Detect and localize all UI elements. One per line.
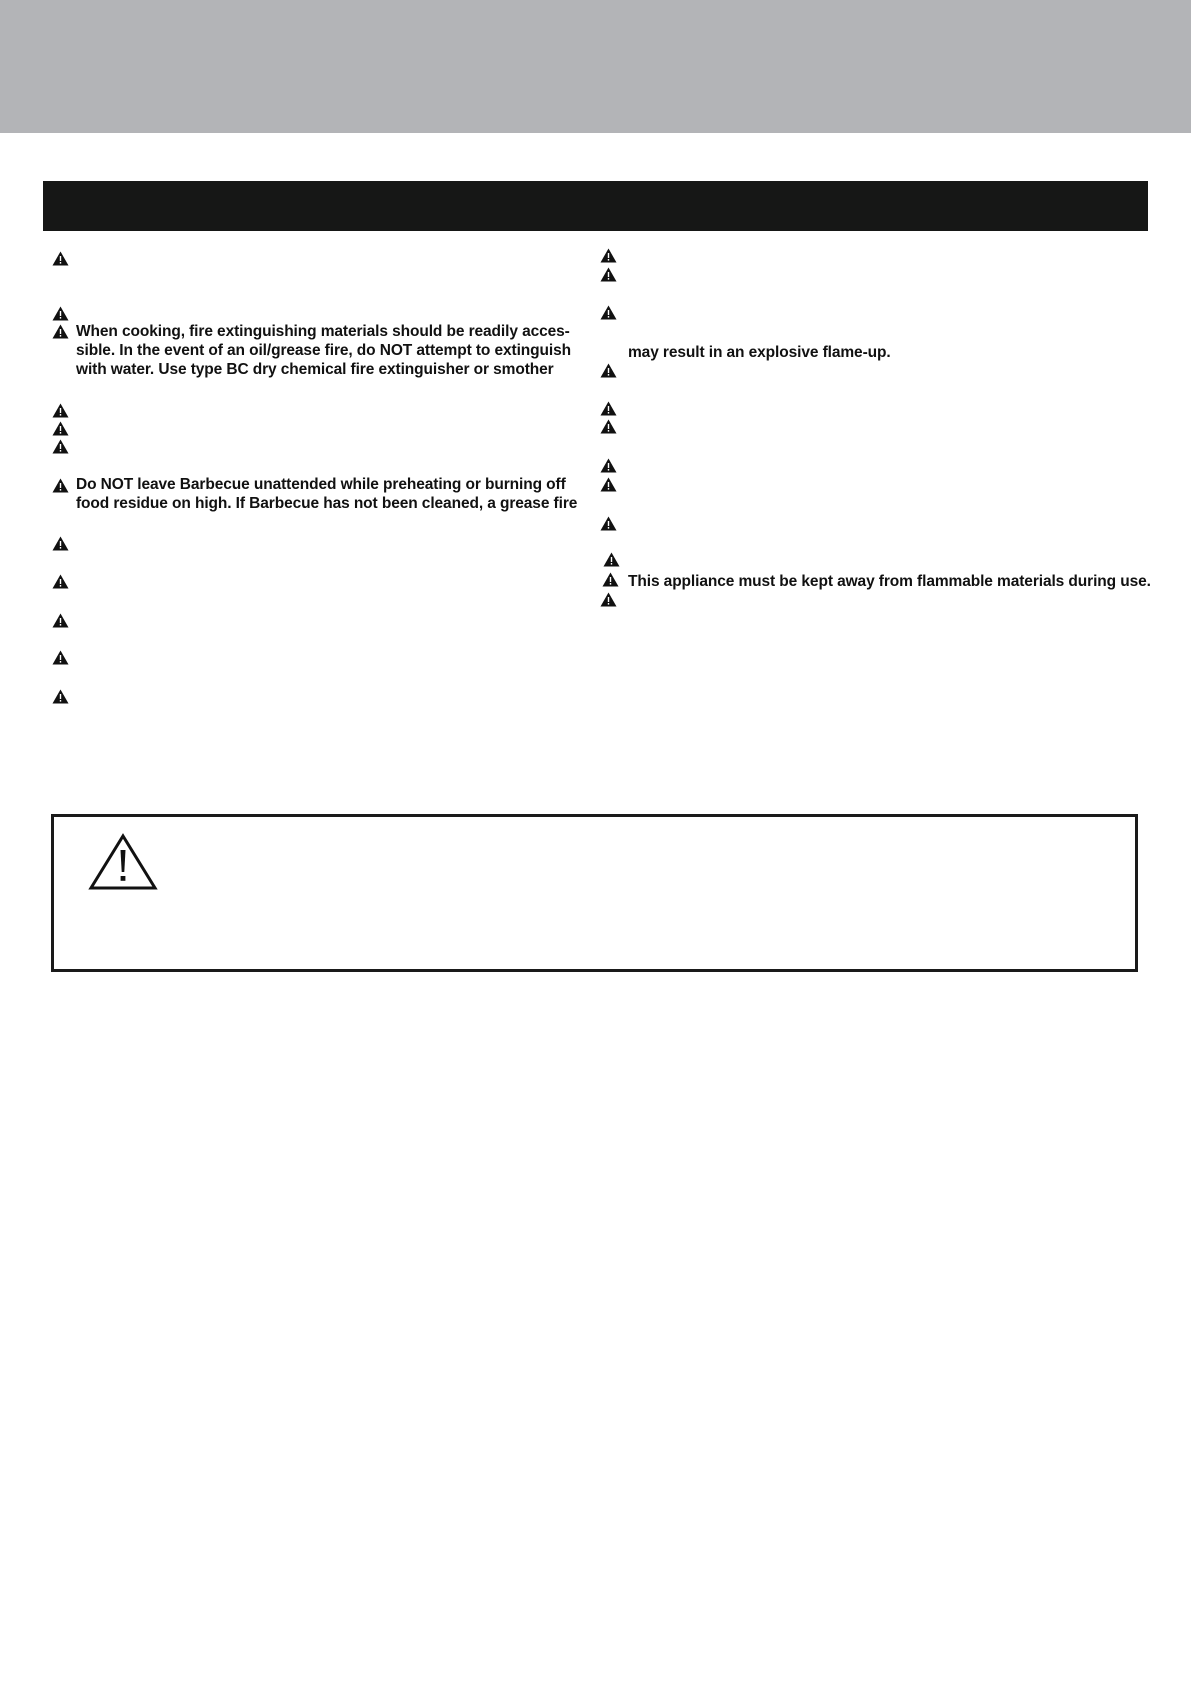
header-band [0, 0, 1191, 133]
warning-triangle-icon [52, 251, 69, 266]
warning-triangle-icon [52, 403, 69, 418]
warning-triangle-icon [602, 572, 619, 587]
left-item-7-line-2: food residue on high. If Barbecue has not been cleaned, a grease fire [76, 495, 578, 512]
warning-triangle-icon [52, 324, 69, 339]
warning-triangle-icon [52, 306, 69, 321]
warning-triangle-icon [600, 305, 617, 320]
warning-triangle-icon [603, 552, 620, 567]
warning-triangle-icon [600, 363, 617, 378]
warning-triangle-icon [600, 248, 617, 263]
left-item-7-line-1: Do NOT leave Barbecue unattended while preheating or burning off [76, 476, 566, 493]
warning-triangle-icon [600, 592, 617, 607]
caution-notice-box [51, 814, 1138, 972]
warning-triangle-icon [52, 613, 69, 628]
warning-outline-icon [88, 833, 158, 891]
warning-triangle-icon [52, 478, 69, 493]
warning-triangle-icon [600, 267, 617, 282]
warning-triangle-icon [52, 536, 69, 551]
warning-triangle-icon [600, 419, 617, 434]
warning-triangle-icon [52, 574, 69, 589]
right-item-12-line: This appliance must be kept away from flammable materials during use. [628, 573, 1151, 590]
warning-triangle-icon [52, 439, 69, 454]
section-title-bar [43, 181, 1148, 231]
warning-triangle-icon [52, 689, 69, 704]
warning-triangle-icon [52, 421, 69, 436]
warning-triangle-icon [600, 458, 617, 473]
warning-triangle-icon [600, 516, 617, 531]
left-item-3-line-2: sible. In the event of an oil/grease fire, do NOT attempt to extinguish [76, 342, 572, 359]
left-item-3-line-3: with water. Use type BC dry chemical fire extinguisher or smother [76, 361, 554, 378]
warning-triangle-icon [600, 401, 617, 416]
warning-triangle-icon [52, 650, 69, 665]
left-item-3-line-1: When cooking, fire extinguishing materials should be readily acces- [76, 323, 570, 340]
warning-triangle-icon [600, 477, 617, 492]
right-item-3-end-line: may result in an explosive flame-up. [628, 344, 891, 361]
